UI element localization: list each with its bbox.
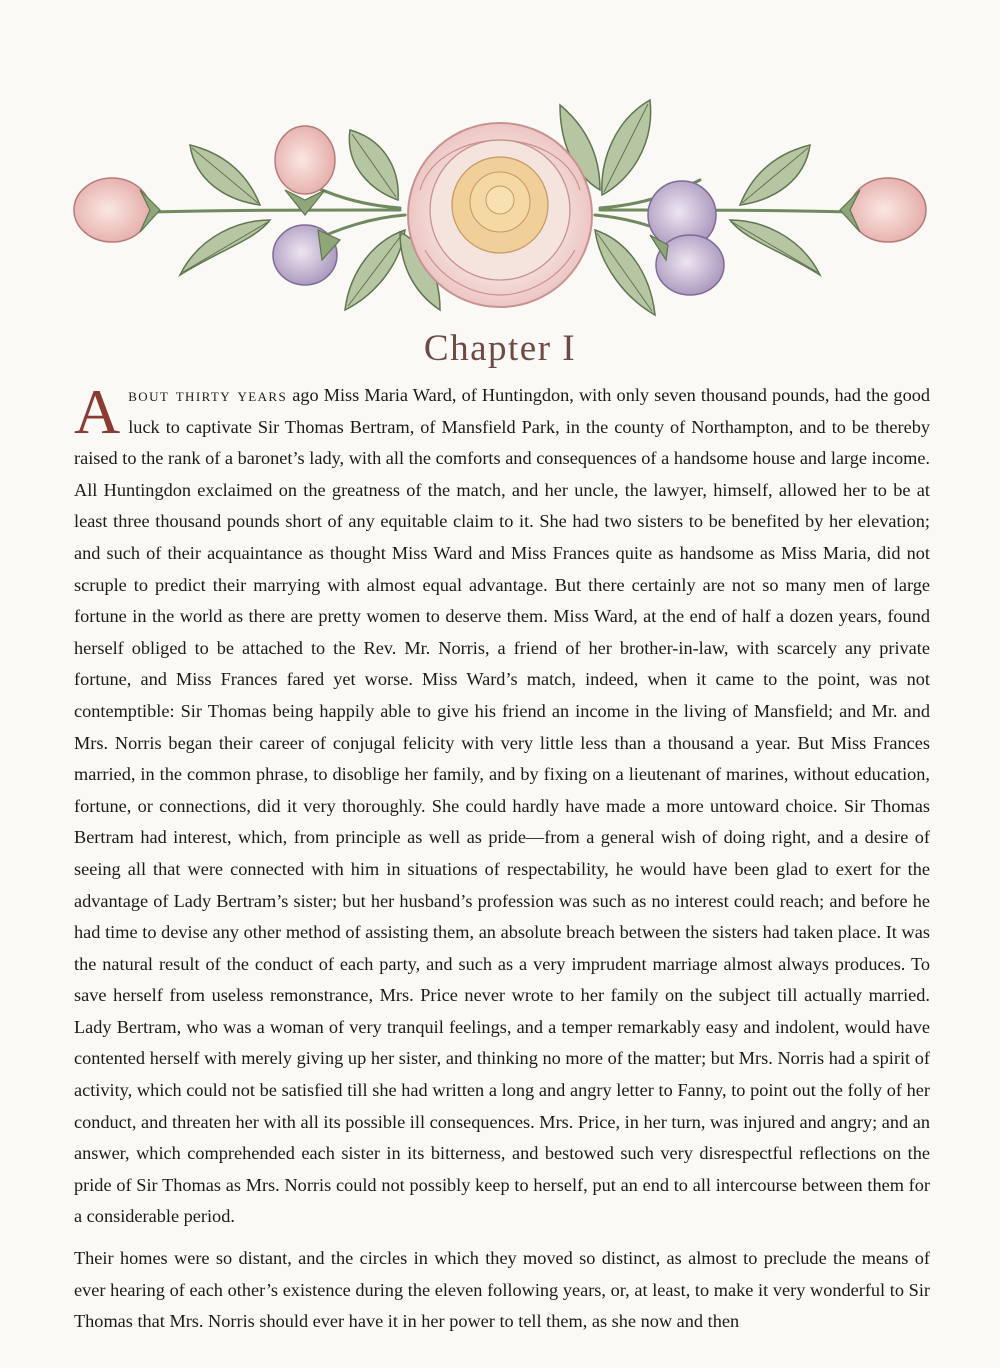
chapter-body <box>74 376 930 1348</box>
chapter-title: Chapter I <box>423 328 577 369</box>
paragraph <box>74 376 930 1233</box>
paragraph-text: Their homes were so distant, and the circles in which they moved so distinct, as almost to preclude the means of ever hearing of each other’s existence during the eleven following years, or, at least, to make it very wonderful to Sir Thomas that Mrs. Norris should ever have it in her power to tell them, as she now and then <box>74 1248 930 1332</box>
lead-in-smallcaps: bout thirty years <box>128 385 288 405</box>
drop-cap: A <box>74 376 121 447</box>
paragraph <box>74 1243 930 1338</box>
paragraph-text: ago Miss Maria Ward, of Huntingdon, with only seven thousand pounds, had the good luck to captivate Sir Thomas Bertram, of Mansfield Park, in the county of Northampton, and to be thereby raised to the rank of a baronet’s lady, with all the comforts and consequences of a handsome house and large income. All Huntingdon exclaimed on the greatness of the match, and her uncle, the lawyer, himself, allowed her to be at least three thousand pounds short of any equitable claim to it. She had two sisters to be benefited by her elevation; and such of their acquaintance as thought Miss Ward and Miss Frances quite as handsome as Miss Maria, did not scruple to predict their marrying with almost equal advantage. But there certainly are not so many men of large fortune in the world as there are pretty women to deserve them. Miss Ward, at the end of half a dozen years, found herself obliged to be attached to the Rev. Mr. Norris, a friend of her brother-in-law, with scarcely any private fortune, and Miss Frances fared yet worse. Miss Ward’s match, indeed, when it came to the point, was not contemptible: Sir Thomas being happily able to give his friend an income in the living of Mansfield; and Mr. and Mrs. Norris began their career of conjugal felicity with very little less than a thousand a year. But Miss Frances married, in the common phrase, to disoblige her family, and by fixing on a lieutenant of marines, without education, fortune, or connections, did it very thoroughly. She could hardly have made a more untoward choice. Sir Thomas Bertram had interest, which, from principle as well as pride—from a general wish of doing right, and a desire of seeing all that were connected with him in situations of respectability, he would have been glad to exert for the advantage of Lady Bertram’s sister; but her husband’s profession was such as no interest could reach; and before he had time to devise any other method of assisting them, an absolute breach between the sisters had taken place. It was the natural result of the conduct of each party, and such as a very imprudent marriage almost always produces. To save herself from useless remonstrance, Mrs. Price never wrote to her family on the subject till actually married. Lady Bertram, who was a woman of very tranquil feelings, and a temper remarkably easy and indolent, would have contented herself with merely giving up her sister, and thinking no more of the matter; but Mrs. Norris had a spirit of activity, which could not be satisfied till she had written a long and angry letter to Fanny, to point out the folly of her conduct, and threaten her with all its possible ill consequences. Mrs. Price, in her turn, was injured and angry; and an answer, which comprehended each sister in its bitterness, and bestowed such very disrespectful reflections on the pride of Sir Thomas as Mrs. Norris could not possibly keep to herself, put an end to all intercourse between them for a considerable period. <box>74 385 930 1227</box>
floral-ornament-icon <box>0 60 1000 340</box>
